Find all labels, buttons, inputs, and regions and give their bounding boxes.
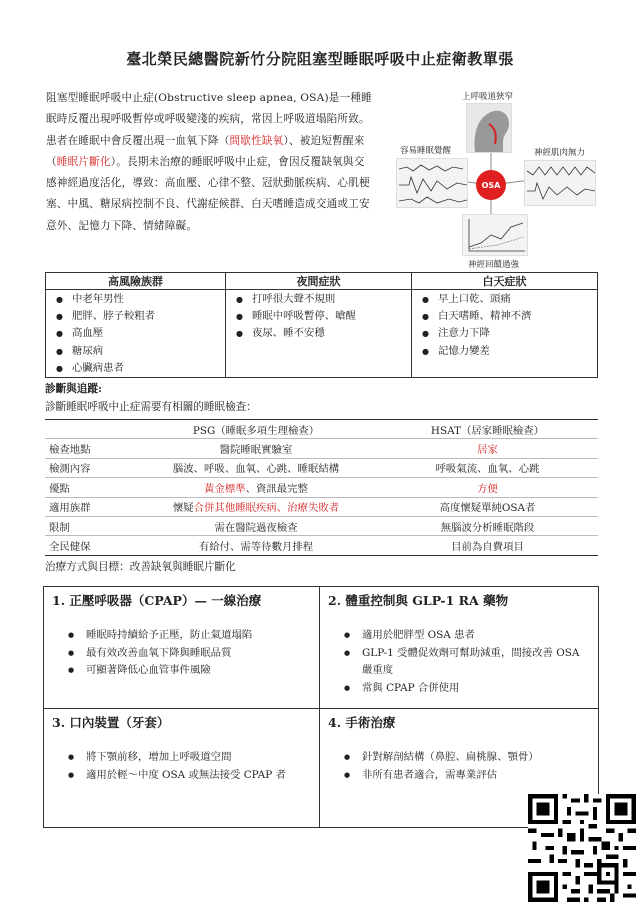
row-label: 適用族群: [45, 497, 135, 516]
list-item: ● 肥胖、脖子較粗者: [52, 308, 225, 325]
label-neuromuscular: 神經肌肉無力: [534, 148, 586, 158]
row-label: 限制: [45, 516, 135, 535]
hsat-value: 無腦波分析睡眠階段: [377, 516, 598, 535]
treatment-oral-appliance: [44, 709, 319, 827]
list-item: ● GLP-1 受體促效劑可幫助減重，間接改善 OSA 嚴重度: [344, 645, 584, 680]
hsat-value: 呼吸氣流、血氧、心跳: [377, 458, 598, 477]
list-item: ● 非所有患者適合，需專業評估: [344, 767, 539, 785]
airway-panel: [466, 103, 512, 153]
psg-value: [135, 478, 377, 497]
list-item: ● 夜尿、睡不安穩: [232, 325, 411, 342]
psg-value: 需在醫院過夜檢查: [135, 516, 377, 535]
arousal-waveform: [397, 159, 468, 208]
psg-value: 有給付、需等待數月排程: [135, 536, 377, 555]
night-list-cell: [226, 290, 412, 378]
ventilatory-chart: [463, 215, 528, 256]
hsat-value: 高度懷疑單純OSA者: [377, 497, 598, 516]
list-item: ● 白天嗜睡、精神不濟: [418, 308, 597, 325]
intro-paragraph: [46, 88, 372, 237]
list-item: ● 睡眠時持續給予正壓，防止氣道塌陷: [68, 627, 252, 645]
row-label: 檢查地點: [45, 439, 135, 458]
day-list-cell: [412, 290, 598, 378]
row-label: 優點: [45, 478, 135, 497]
qr-code[interactable]: [527, 794, 637, 902]
header-high-risk: 高風險族群: [46, 273, 226, 290]
table-row: [45, 458, 598, 477]
list-item: ● 常與 CPAP 合併使用: [344, 680, 584, 698]
label-arousal: 容易睡眠覺醒: [400, 146, 452, 156]
risk-symptom-table: [45, 272, 598, 378]
row-label: 檢測內容: [45, 458, 135, 477]
psg-hsat-table: [45, 419, 598, 556]
diagnosis-heading: 診斷與追蹤:: [45, 383, 102, 395]
list-item: ● 適用於輕～中度 OSA 或無法接受 CPAP 者: [68, 767, 286, 785]
list-item: ● 心臟病患者: [52, 360, 225, 377]
hsat-value: 目前為自費項目: [377, 536, 598, 555]
list-item: ● 打呼很大聲不規則: [232, 291, 411, 308]
intro-highlight-intermittent-hypoxia: 間歇性缺氧: [229, 134, 284, 147]
list-item: ● 記憶力變差: [418, 343, 597, 360]
list-item: ● 早上口乾、頭痛: [418, 291, 597, 308]
psg-value: 醫院睡眠實驗室: [135, 439, 377, 458]
header-day-symptoms: 白天症狀: [412, 273, 598, 290]
muscle-waveform: [525, 161, 596, 206]
high-risk-list-cell: [46, 290, 226, 378]
hsat-value: 居家: [377, 439, 598, 458]
table-row: [45, 439, 598, 458]
treatment-title: 3. 口內裝置（牙套）: [52, 715, 170, 730]
list-item: ● 可顯著降低心血管事件風險: [68, 662, 252, 680]
table-corner: [45, 420, 135, 439]
list-item: ● 注意力下降: [418, 325, 597, 342]
airway-head-image: [467, 104, 512, 153]
psg-tail: 、資訊最完整: [245, 482, 308, 495]
list-item: ● 高血壓: [52, 325, 225, 342]
list-item: ● 針對解剖結構（鼻腔、扁桃腺、顎骨）: [344, 749, 539, 767]
list-item: ● 最有效改善血氧下降與睡眠品質: [68, 645, 252, 663]
hsat-value: 方便: [377, 478, 598, 497]
row-label: 全民健保: [45, 536, 135, 555]
osa-center-badge: OSA: [476, 170, 506, 200]
list-item: ● 中老年男性: [52, 291, 225, 308]
treatment-grid: [43, 586, 599, 828]
intro-text-2: ）、被迫短暫醒來（: [46, 134, 365, 168]
psg-highlight: 合併其他睡眠疾病、治療失敗者: [193, 502, 340, 515]
diagnosis-subtitle: 診斷睡眠呼吸中止症需要有相關的睡眠檢查：: [45, 401, 257, 413]
treatment-heading: 治療方式與目標：改善缺氧與睡眠片斷化: [45, 561, 236, 573]
ventilatory-panel: [462, 214, 528, 256]
treatment-title: 1. 正壓呼吸器（CPAP）— 一線治療: [52, 593, 262, 608]
muscle-panel: [524, 160, 596, 206]
treatment-title: 2. 體重控制與 GLP-1 RA 藥物: [328, 593, 509, 608]
psg-highlight: 黃金標準: [204, 482, 246, 495]
treatment-cpap: [44, 587, 319, 708]
psg-value: 腦波、呼吸、血氧、心跳、睡眠結構: [135, 458, 377, 477]
list-item: ● 將下顎前移，增加上呼吸道空間: [68, 749, 286, 767]
intro-highlight-sleep-fragmentation: 睡眠片斷化: [56, 155, 111, 168]
osa-mechanism-figure: [396, 88, 596, 270]
treatment-title: 4. 手術治療: [328, 715, 396, 730]
table-row: [45, 478, 598, 497]
intro-text-3: ）。長期未治療的睡眠呼吸中止症，會因反覆缺氧與交感神經過度活化，導致：高血壓、心律不整、冠狀動脈疾病、心肌梗塞、中風、糖尿病控制不良、代謝症候群、白天嗜睡造成交通或工安意外、記憶力下降、情緒障礙。: [46, 155, 370, 232]
treatment-weight-glp1: [320, 587, 598, 708]
intro-text-1: 阻塞型睡眠呼吸中止症(Obstructive sleep apnea, OSA)是一種睡眠時反覆出現呼吸暫停或呼吸變淺的疾病，常因上呼吸道塌陷所致。患者在睡眠中會反覆出現一血氧下降（: [46, 92, 372, 147]
table-row: [45, 536, 598, 555]
table-row: [45, 497, 598, 516]
header-hsat: HSAT（居家睡眠檢查）: [377, 420, 598, 439]
list-item: ● 適用於肥胖型 OSA 患者: [344, 627, 584, 645]
label-loop-gain: 神經回饋過強: [468, 260, 520, 270]
psg-prefix: 懷疑: [172, 502, 194, 515]
page-title: 臺北榮民總醫院新竹分院阻塞型睡眠呼吸中止症衛教單張: [126, 50, 514, 68]
arousal-panel: [396, 158, 468, 208]
table-row: [45, 516, 598, 535]
psg-value: [135, 497, 377, 516]
list-item: ● 睡眠中呼吸暫停、嗆醒: [232, 308, 411, 325]
label-upper-airway: 上呼吸道狹窄: [462, 92, 514, 102]
header-night-symptoms: 夜間症狀: [226, 273, 412, 290]
header-psg: PSG（睡眠多項生理檢查）: [135, 420, 377, 439]
list-item: ● 糖尿病: [52, 343, 225, 360]
